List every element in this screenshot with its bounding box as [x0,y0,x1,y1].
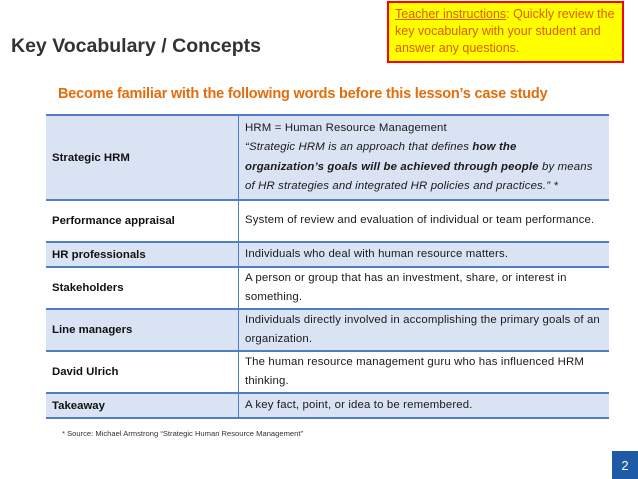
slide-title: Key Vocabulary / Concepts [11,35,261,57]
definition-cell: Individuals who deal with human resource matters. [239,242,610,267]
definition-cell [239,115,610,200]
quote-emphasis: organization’s goals will be achieved through people [245,160,539,173]
table-row [46,200,609,242]
table-row [46,267,609,309]
quote-part: “Strategic HRM is an approach that defines [245,141,473,153]
term-cell: Strategic HRM [46,115,239,200]
table-row [46,309,609,351]
term-cell: Stakeholders [46,267,239,309]
definition-cell: The human resource management guru who has influenced HRM thinking. [239,351,610,393]
definition-cell: A person or group that has an investment, share, or interest in something. [239,267,610,309]
table-row [46,393,609,418]
table-row [46,351,609,393]
definition-line: HRM = Human Resource Management [245,121,447,134]
quote-emphasis: how the [472,141,517,153]
definition-cell: A key fact, point, or idea to be remembered. [239,393,610,418]
definition-cell: Individuals directly involved in accomplishing the primary goals of an organization. [239,309,610,351]
term-cell: Line managers [46,309,239,351]
callout-text: : Quickly review the key vocabulary with your student and answer any questions. [395,7,615,55]
quote-part: by means [538,160,593,173]
term-cell: Takeaway [46,393,239,418]
page-number-badge: 2 [612,451,638,479]
definition-cell: System of review and evaluation of individual or team performance. [239,200,610,242]
table-row [46,115,609,200]
term-cell: David Ulrich [46,351,239,393]
term-cell: HR professionals [46,242,239,267]
vocabulary-table [46,114,609,419]
source-footnote: * Source: Michael Armstrong “Strategic Human Resource Management” [62,429,303,438]
slide-subtitle: Become familiar with the following words before this lesson’s case study [58,86,548,102]
callout-label: Teacher instructions [395,7,507,21]
table-row [46,242,609,267]
term-cell: Performance appraisal [46,200,239,242]
teacher-instructions-callout [387,1,624,63]
quote-part: of HR strategies and integrated HR policies and practices.” * [245,180,559,192]
